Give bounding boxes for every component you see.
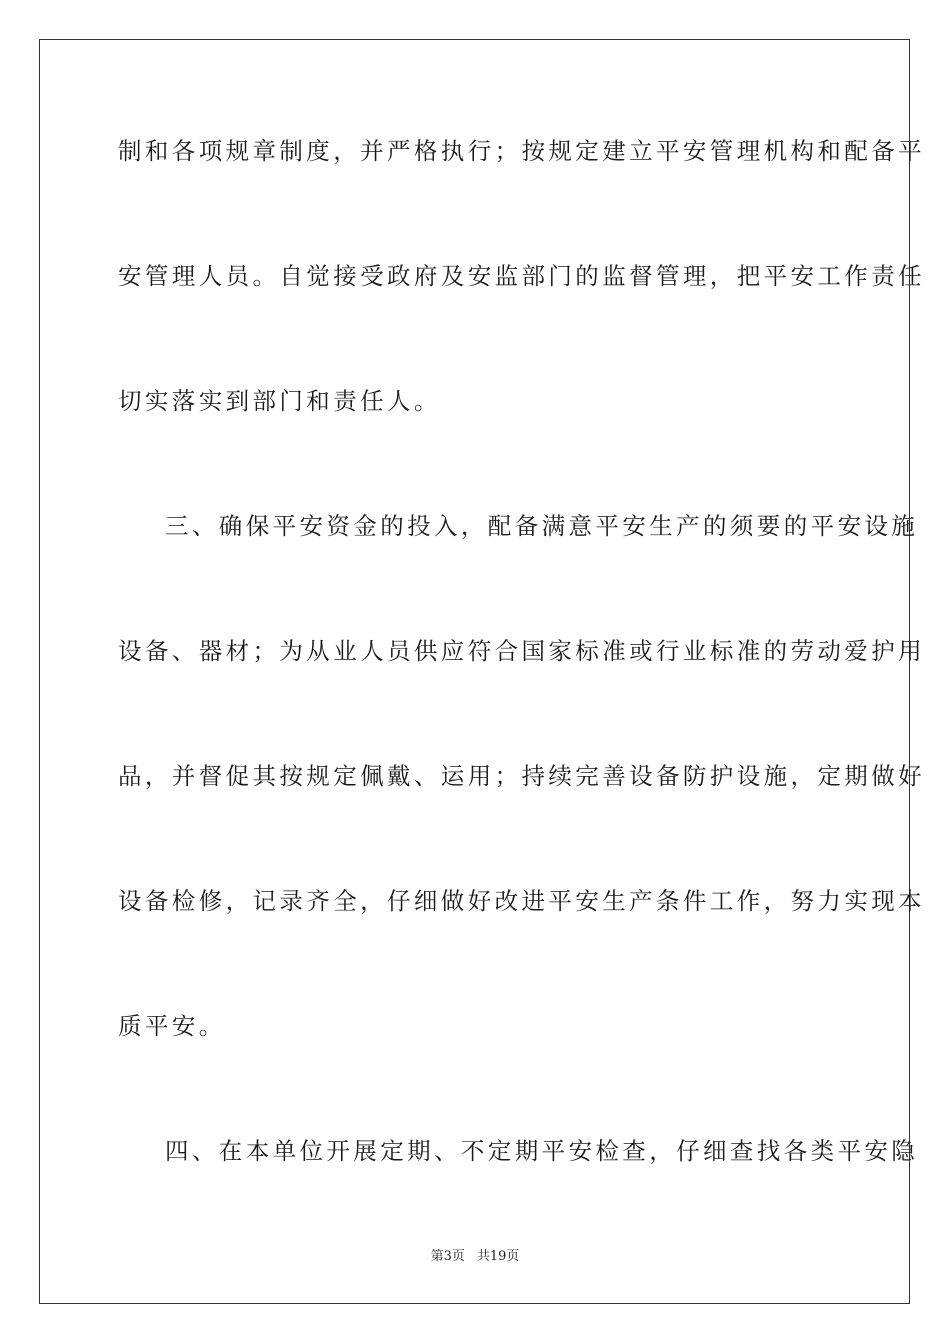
body-text-line: 安管理人员。自觉接受政府及安监部门的监督管理，把平安工作责任	[118, 262, 925, 290]
page-footer	[0, 1248, 950, 1266]
total-pages: 共19页	[476, 1249, 520, 1264]
body-text-line: 设备、器材；为从业人员供应符合国家标准或行业标准的劳动爱护用	[118, 637, 925, 665]
body-text-line: 制和各项规章制度，并严格执行；按规定建立平安管理机构和配备平	[118, 137, 925, 165]
body-text-line: 切实落实到部门和责任人。	[118, 387, 441, 415]
body-text-line: 品，并督促其按规定佩戴、运用；持续完善设备防护设施，定期做好	[118, 762, 925, 790]
page-border	[39, 39, 925, 1304]
body-text-line: 质平安。	[118, 1012, 226, 1040]
body-text-line: 设备检修，记录齐全，仔细做好改进平安生产条件工作，努力实现本	[118, 887, 925, 915]
page-number: 第3页	[430, 1249, 465, 1264]
paragraph-four-first-line: 四、在本单位开展定期、不定期平安检查，仔细查找各类平安隐	[165, 1137, 919, 1165]
paragraph-three-first-line: 三、确保平安资金的投入，配备满意平安生产的须要的平安设施	[165, 512, 919, 540]
